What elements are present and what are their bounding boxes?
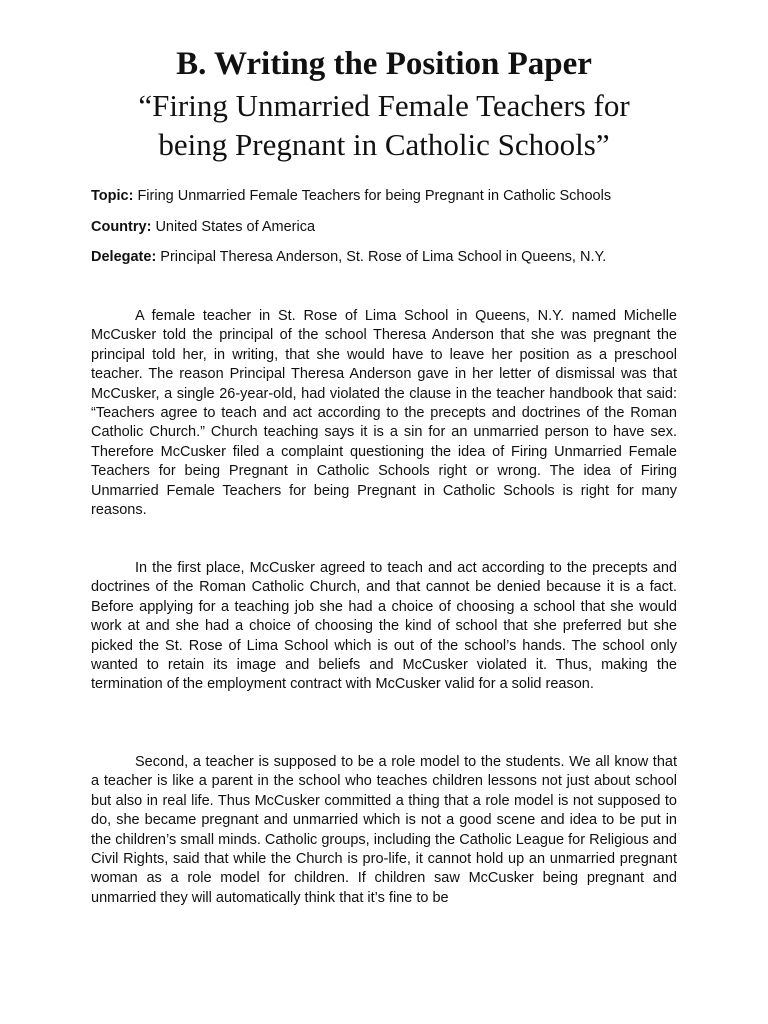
paper-title bbox=[60, 86, 708, 164]
paper-title-line-2: being Pregnant in Catholic Schools” bbox=[158, 127, 610, 162]
delegate-label: Delegate: bbox=[91, 249, 157, 265]
title-block bbox=[60, 44, 708, 164]
body-paragraph-2: In the first place, McCusker agreed to teach and act according to the precepts and doctrines of the Roman Catholic Church, and that cannot be denied because it is a fact. Before applying for a teaching job she had a choice of choosing a school that she would work at and she had a choice of choosing the kind of school that she preferred but she picked the St. Rose of Lima School which is out of the school’s hands. The school only wanted to retain its image and beliefs and McCusker violated it. Thus, making the termination of the employment contract with McCusker valid for a solid reason. bbox=[91, 560, 677, 693]
country-label: Country: bbox=[91, 218, 152, 235]
section-heading: B. Writing the Position Paper bbox=[176, 46, 592, 82]
topic-value: Firing Unmarried Female Teachers for being Pregnant in Catholic Schools bbox=[133, 188, 612, 204]
body-paragraph-3: Second, a teacher is supposed to be a role model to the students. We all know that a teacher is like a parent in the school who teaches children lessons not just about school but also in real life. Thus McCusker committed a thing that a role model is not supposed to do, she became pregnant and unmarried which is not a good scene and idea to be put in the children’s small minds. Catholic groups, including the Catholic League for Religious and Civil Rights, said that while the Church is pro-life, it cannot hold up an unmarried pregnant woman as a role model for children. If children saw McCusker being pregnant and unmarried they will automatically think that it’s fine to be bbox=[91, 754, 677, 906]
delegate-line bbox=[91, 249, 691, 266]
topic-line bbox=[91, 188, 691, 205]
topic-label: Topic: bbox=[91, 188, 134, 204]
delegate-value: Principal Theresa Anderson, St. Rose of Lima School in Queens, N.Y. bbox=[156, 249, 607, 265]
body-paragraph-1: A female teacher in St. Rose of Lima School in Queens, N.Y. named Michelle McCusker told the principal of the school Theresa Anderson that she was pregnant the principal told her, in writing, that she would have to leave her position as a preschool teacher. The reason Principal Theresa Anderson gave in her letter of dismissal was that McCusker, a single 26-year-old, had violated the clause in the teacher handbook that said: “Teachers agree to teach and act according to the precepts and doctrines of the Roman Catholic Church.” Church teaching says it is a sin for an unmarried person to have sex. Therefore McCusker filed a complaint questioning the idea of Firing Unmarried Female Teachers for being Pregnant in Catholic Schools right or wrong. The idea of Firing Unmarried Female Teachers for being Pregnant in Catholic Schools is right for many reasons. bbox=[91, 308, 677, 519]
paper-title-line-1: “Firing Unmarried Female Teachers for bbox=[138, 88, 630, 123]
paper-metadata bbox=[91, 188, 691, 280]
country-value: United States of America bbox=[151, 218, 316, 235]
country-line bbox=[91, 219, 691, 236]
